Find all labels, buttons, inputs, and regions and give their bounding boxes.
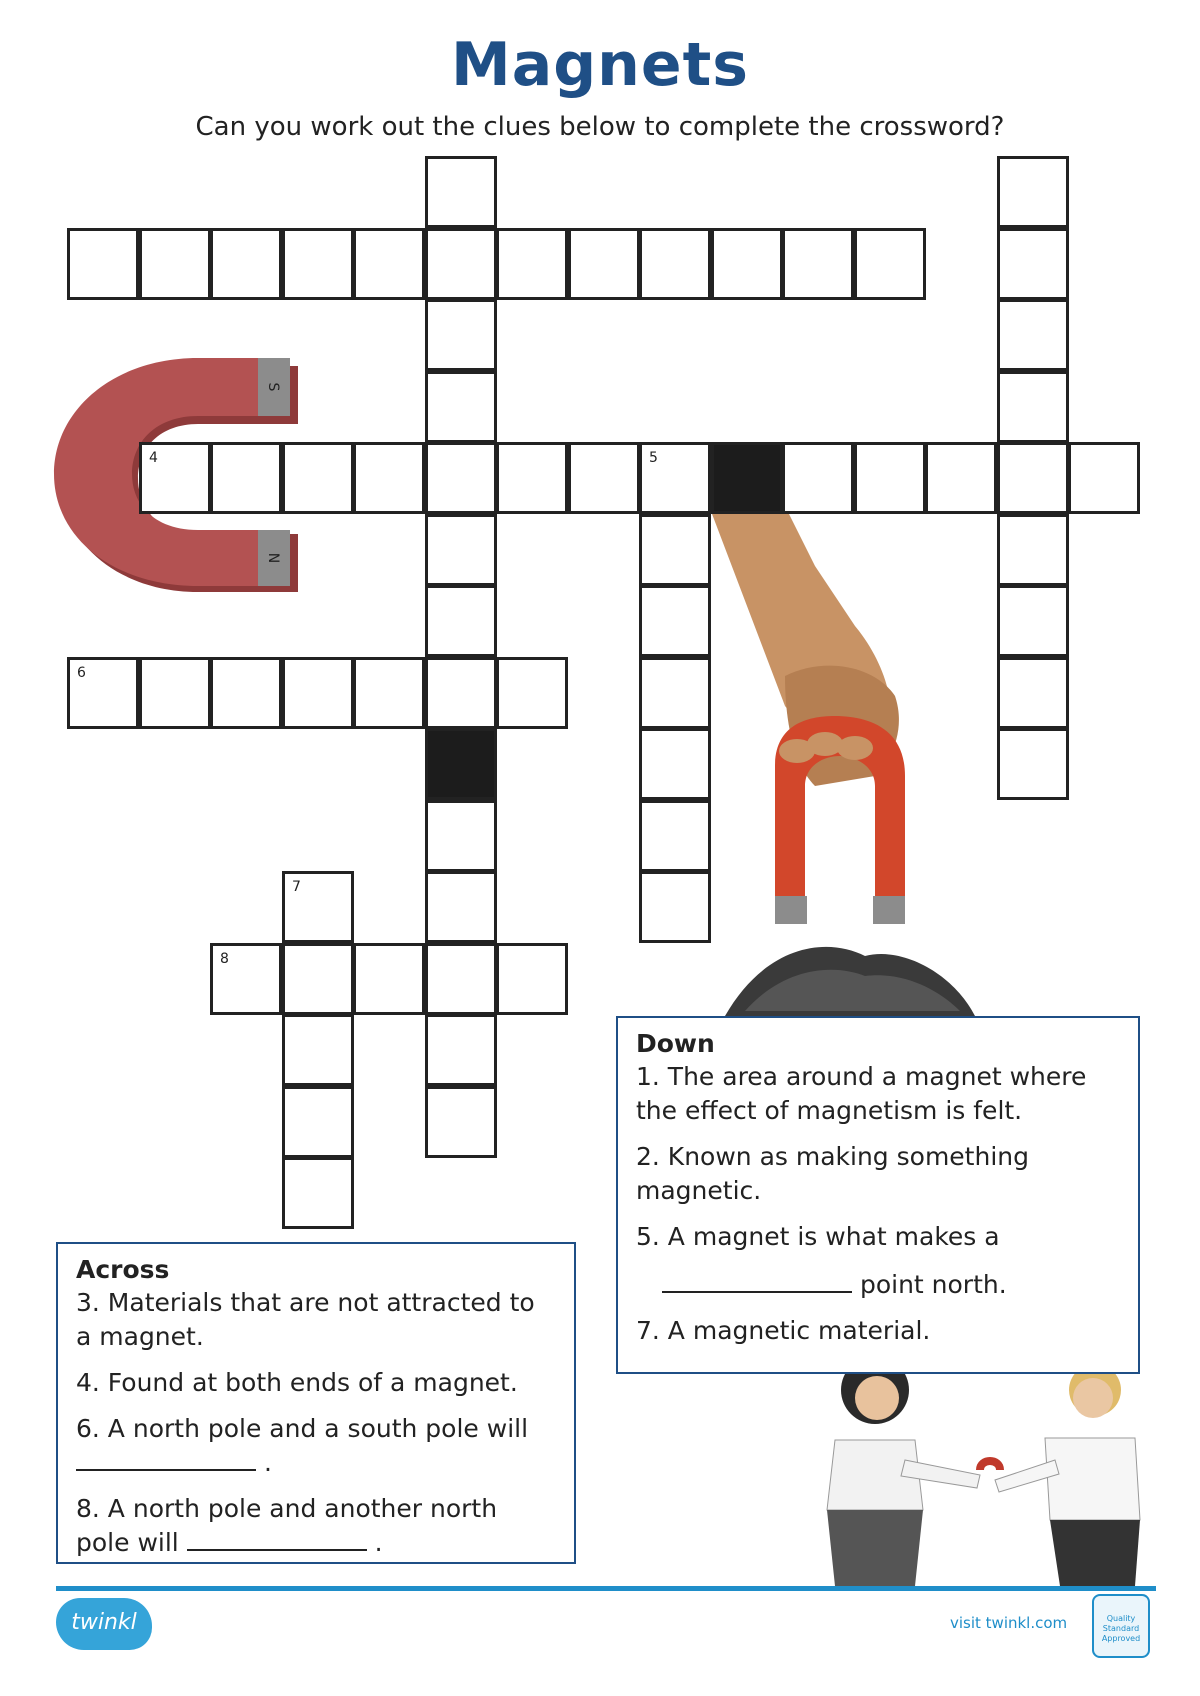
crossword-cell[interactable] [139, 228, 211, 300]
down-clues-box [616, 1016, 1140, 1374]
crossword-cell[interactable] [282, 657, 354, 729]
crossword-cell[interactable] [282, 1157, 354, 1229]
crossword-cell[interactable] [997, 514, 1069, 586]
crossword-cell[interactable] [639, 871, 711, 943]
crossword-cell[interactable] [210, 442, 282, 514]
crossword-cell[interactable] [711, 228, 783, 300]
crossword-cell[interactable] [353, 943, 425, 1015]
crossword-cell[interactable] [425, 1086, 497, 1158]
clue-number: 4 [149, 450, 158, 466]
crossword-cell[interactable] [496, 657, 568, 729]
crossword-cell[interactable] [425, 228, 497, 300]
crossword-cell[interactable] [425, 442, 497, 514]
crossword-cell[interactable] [997, 371, 1069, 443]
crossword-cell[interactable] [425, 943, 497, 1015]
crossword-cell[interactable] [997, 728, 1069, 800]
crossword-cell[interactable] [997, 442, 1069, 514]
page-subtitle: Can you work out the clues below to complete the crossword? [195, 112, 1005, 142]
crossword-cell[interactable] [353, 442, 425, 514]
crossword-cell[interactable] [282, 1086, 354, 1158]
across-clues-box [56, 1242, 576, 1564]
across-clue-8 [76, 1492, 546, 1560]
crossword-cell[interactable] [425, 371, 497, 443]
crossword-cell[interactable] [139, 442, 211, 514]
crossword-cell[interactable] [639, 657, 711, 729]
crossword-blocked-cell [711, 442, 783, 514]
crossword-cell[interactable] [425, 514, 497, 586]
crossword-cell[interactable] [425, 800, 497, 872]
across-clue-6 [76, 1412, 546, 1480]
crossword-cell[interactable] [568, 228, 640, 300]
quality-badge-icon: Quality Standard Approved [1092, 1594, 1150, 1658]
crossword-cell[interactable] [782, 442, 854, 514]
crossword-cell[interactable] [1068, 442, 1140, 514]
down-clue-1: 1. The area around a magnet where the effect of magnetism is felt. [636, 1062, 1087, 1125]
crossword-cell[interactable] [67, 657, 139, 729]
crossword-cell[interactable] [282, 943, 354, 1015]
crossword-cell[interactable] [353, 228, 425, 300]
crossword-cell[interactable] [639, 585, 711, 657]
across-clue-6-text: 6. A north pole and a south pole will [76, 1414, 529, 1443]
visit-link[interactable]: visit twinkl.com [950, 1614, 1068, 1632]
down-clue-5-end: point north. [859, 1270, 1007, 1299]
clue-number: 7 [292, 879, 301, 895]
twinkl-logo: twinkl [56, 1598, 152, 1650]
across-clue-6-end: . [263, 1448, 272, 1477]
crossword-cell[interactable] [353, 657, 425, 729]
crossword-cell[interactable] [782, 228, 854, 300]
crossword-cell[interactable] [210, 943, 282, 1015]
across-clue-3: 3. Materials that are not attracted to a magnet. [76, 1288, 535, 1351]
crossword-cell[interactable] [425, 299, 497, 371]
crossword-cell[interactable] [496, 442, 568, 514]
crossword-cell[interactable] [282, 871, 354, 943]
clue-number: 5 [649, 450, 658, 466]
magnet-south-label: S [265, 382, 281, 392]
crossword-cell[interactable] [425, 585, 497, 657]
crossword-cell[interactable] [997, 299, 1069, 371]
clue-number: 8 [220, 951, 229, 967]
page-title: Magnets [451, 30, 749, 100]
answer-blank [187, 1527, 367, 1551]
down-clue-5 [636, 1220, 1120, 1302]
crossword-cell[interactable] [639, 800, 711, 872]
crossword-cell[interactable] [282, 442, 354, 514]
crossword-cell[interactable] [639, 514, 711, 586]
crossword-cell[interactable] [496, 943, 568, 1015]
across-clue-8-text: 8. A north pole and another north pole will [76, 1494, 498, 1557]
crossword-cell[interactable] [67, 228, 139, 300]
crossword-cell[interactable] [282, 228, 354, 300]
crossword-cell[interactable] [139, 657, 211, 729]
crossword-cell[interactable] [997, 657, 1069, 729]
crossword-cell[interactable] [639, 442, 711, 514]
across-clue-4: 4. Found at both ends of a magnet. [76, 1368, 518, 1397]
crossword-cell[interactable] [639, 228, 711, 300]
crossword-cell[interactable] [282, 1014, 354, 1086]
crossword-cell[interactable] [425, 1014, 497, 1086]
answer-blank [662, 1269, 852, 1293]
crossword-blocked-cell [425, 728, 497, 800]
crossword-cell[interactable] [210, 228, 282, 300]
crossword-cell[interactable] [997, 585, 1069, 657]
crossword-cell[interactable] [568, 442, 640, 514]
crossword-cell[interactable] [210, 657, 282, 729]
clue-number: 6 [77, 665, 86, 681]
down-clue-5-text: 5. A magnet is what makes a [636, 1222, 1000, 1251]
down-clue-2: 2. Known as making something magnetic. [636, 1142, 1029, 1205]
crossword-cell[interactable] [496, 228, 568, 300]
answer-blank [76, 1447, 256, 1471]
down-clue-7: 7. A magnetic material. [636, 1316, 931, 1345]
crossword-cell[interactable] [854, 228, 926, 300]
crossword-cell[interactable] [425, 871, 497, 943]
across-clue-8-end: . [374, 1528, 383, 1557]
footer-divider [56, 1586, 1156, 1591]
crossword-cell[interactable] [925, 442, 997, 514]
crossword-cell[interactable] [997, 156, 1069, 228]
crossword-cell[interactable] [639, 728, 711, 800]
across-heading: Across [76, 1255, 170, 1284]
crossword-cell[interactable] [425, 156, 497, 228]
crossword-cell[interactable] [997, 228, 1069, 300]
down-heading: Down [636, 1029, 715, 1058]
crossword-cell[interactable] [854, 442, 926, 514]
magnet-north-label: N [265, 552, 281, 564]
crossword-cell[interactable] [425, 657, 497, 729]
